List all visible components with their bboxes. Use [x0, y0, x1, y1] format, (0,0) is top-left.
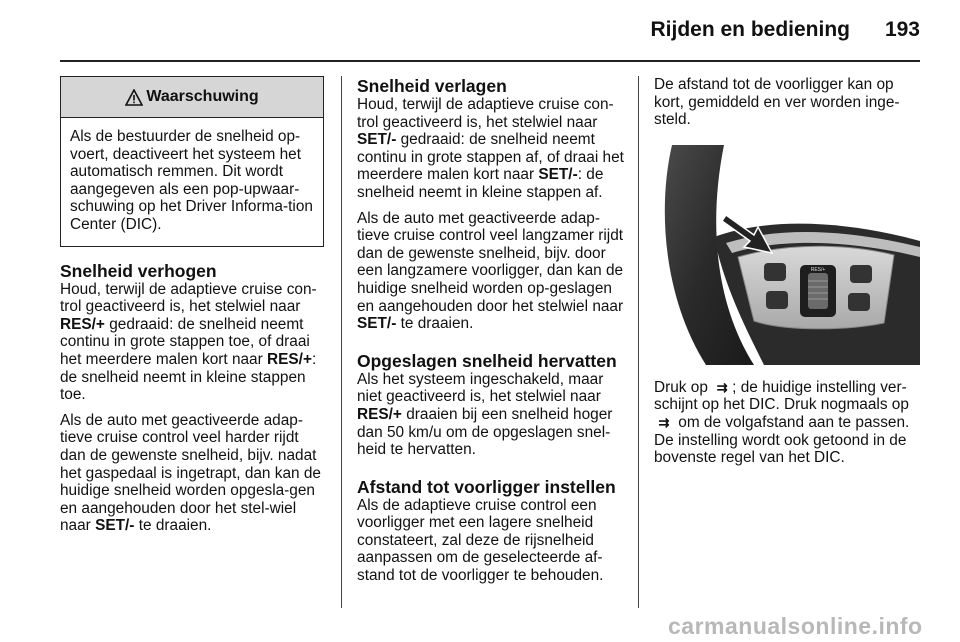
heading-opgeslagen-snelheid-hervatten: Opgeslagen snelheid hervatten — [357, 350, 617, 371]
paragraph: Houd, terwijl de adaptieve cruise con-trol geactiveerd is, het stelwiel naar RES/+ gedraaid: de snelheid neemt continu in grote stappen toe, of draai het meerdere malen kort naar RES/+: de snelheid neemt in kleine stappen toe. — [60, 280, 317, 404]
column-3 — [654, 76, 922, 475]
paragraph: De afstand tot de voorligger kan op kort, gemiddeld en ver worden inge-steld. — [654, 76, 900, 129]
column-divider — [341, 76, 342, 608]
steering-wheel-illustration — [654, 145, 920, 365]
warning-header — [61, 77, 323, 118]
paragraph: Druk op ⇉ ; de huidige instelling ver-schijnt op het DIC. Druk nogmaals op ⇉ om de volgafstand aan te passen. De instelling wordt ook getoond in de bovenste regel van het DIC. — [654, 378, 910, 467]
paragraph: Als de adaptieve cruise control een voorligger met een lagere snelheid constateert, zal deze de rijsnelheid aanpassen om de geselecteerde af-stand tot de voorligger te behouden. — [357, 496, 604, 585]
paragraph: Als de auto met geactiveerde adap-tieve cruise control veel langzamer rijdt dan de gewenste snelheid, bijv. door een langzamere voorligger, dan kan de huidige snelheid worden op-geslagen en aangehouden door het stelwiel naar SET/- te draaien. — [357, 209, 624, 333]
heading-snelheid-verlagen: Snelheid verlagen — [357, 76, 507, 96]
paragraph: Als de auto met geactiveerde adap-tieve cruise control veel harder rijdt dan de gewenste snelheid, bijv. nadat het gaspedaal is ingetrapt, dan kan de huidige snelheid worden opgesla-gen en aangehouden door het stel-wiel naar SET/- te draaien. — [60, 411, 321, 535]
header-title: Rijden en bediening — [650, 18, 850, 41]
page-number: 193 — [884, 18, 920, 41]
paragraph: Houd, terwijl de adaptieve cruise con-trol geactiveerd is, het stelwiel naar SET/- gedraaid: de snelheid neemt continu in grote stappen af, of draai het meerdere malen kort naar SET/-: de snelheid neemt in kleine stappen af. — [357, 96, 624, 201]
follow-distance-icon: ⇉ — [658, 414, 670, 430]
heading-afstand-tot-voorligger: Afstand tot voorligger instellen — [357, 476, 616, 497]
heading-snelheid-verhogen: Snelheid verhogen — [60, 260, 217, 281]
warning-box — [60, 76, 324, 247]
warning-body: Als de bestuurder de snelheid op-voert, deactiveert het systeem het automatisch remmen. Dit wordt aangegeven als een pop-upwaar-schuwing op het Driver Informa-tion Center (DIC). — [70, 128, 313, 233]
page-header — [0, 0, 960, 66]
warning-triangle-icon — [125, 89, 143, 106]
steering-wheel-figure — [654, 145, 920, 365]
column-divider — [638, 76, 639, 608]
paragraph: Als het systeem ingeschakeld, maar niet geactiveerd is, het stelwiel naar RES/+ draaien bij een snelheid hoger dan 50 km/u om de opgeslagen snel-heid te hervatten. — [357, 370, 613, 459]
follow-distance-icon: ⇉ — [716, 379, 728, 395]
wheel-label: RES/+ — [810, 266, 826, 273]
column-2 — [357, 76, 625, 593]
warning-title: Waarschuwing — [146, 88, 259, 106]
column-1 — [60, 76, 326, 543]
watermark: carmanualsonline.info — [668, 613, 923, 639]
header-rule — [60, 60, 920, 62]
